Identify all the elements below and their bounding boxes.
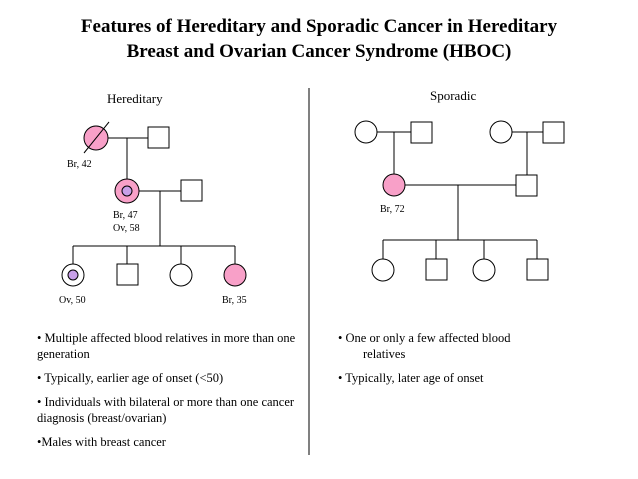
- left-grandmother-circle: [355, 121, 377, 143]
- right-grandfather-square: [543, 122, 564, 143]
- daughter-unaffected-circle: [170, 264, 192, 286]
- daughter1-label: Ov, 50: [59, 295, 86, 306]
- right-grandmother-circle: [490, 121, 512, 143]
- sporadic-heading: Sporadic: [430, 88, 477, 103]
- sporadic-affected-circle: [383, 174, 405, 196]
- grandmother-label: Br, 42: [67, 159, 92, 170]
- sporadic-child1-circle: [372, 259, 394, 281]
- hereditary-feature-4: •Males with breast cancer: [37, 435, 166, 449]
- mother-label-line1: Br, 47: [113, 210, 138, 221]
- sporadic-feature-1: • One or only a few affected blood: [338, 331, 511, 345]
- hereditary-feature-3: • Individuals with bilateral or more than one cancer diagnosis (breast/ovarian): [37, 395, 295, 425]
- sporadic-child4-square: [527, 259, 548, 280]
- hereditary-heading: Hereditary: [107, 91, 163, 106]
- daughter2-affected-circle: [224, 264, 246, 286]
- sporadic-feature-1-cont: relatives: [363, 347, 406, 361]
- grandfather-square: [148, 127, 169, 148]
- hereditary-feature-1: • Multiple affected blood relatives in more than one generation: [37, 331, 296, 361]
- sporadic-child2-square: [426, 259, 447, 280]
- sporadic-child3-circle: [473, 259, 495, 281]
- mother-label-line2: Ov, 58: [113, 223, 140, 234]
- hereditary-feature-2: • Typically, earlier age of onset (<50): [37, 371, 224, 385]
- daughter2-label: Br, 35: [222, 295, 247, 306]
- left-grandfather-square: [411, 122, 432, 143]
- son-square: [117, 264, 138, 285]
- title-line-1: Features of Hereditary and Sporadic Cancer in Hereditary: [80, 16, 558, 37]
- mother-ovarian-marker: [122, 186, 132, 196]
- father-square: [181, 180, 202, 201]
- daughter1-ovarian-marker: [68, 270, 78, 280]
- sporadic-affected-label: Br, 72: [380, 204, 405, 215]
- sporadic-father-square: [516, 175, 537, 196]
- hereditary-features-list: [37, 330, 307, 458]
- title-line-2: Breast and Ovarian Cancer Syndrome (HBOC): [126, 41, 512, 62]
- sporadic-feature-2: • Typically, later age of onset: [338, 371, 484, 385]
- sporadic-features-list: [338, 330, 578, 394]
